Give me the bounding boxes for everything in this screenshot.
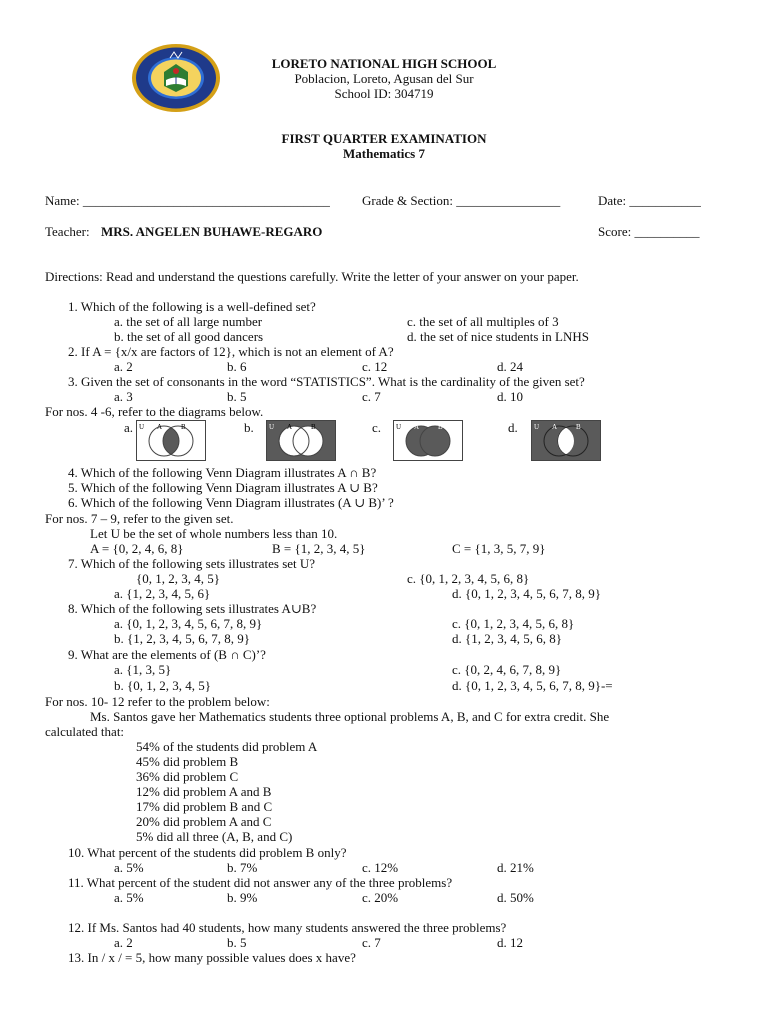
q3-option-c: c. 7 [362,389,381,404]
venn-label-c: c. [372,420,382,435]
question-6: 6. Which of the following Venn Diagram illustrates (A ∪ B)’ ? [68,495,394,510]
question-12: 12. If Ms. Santos had 40 students, how many students answered the three problems? [68,920,507,935]
q1-option-a: a. the set of all large number [114,314,263,329]
problem-text-line-2: calculated that: [45,724,125,739]
q12-option-c: c. 7 [362,935,381,950]
q11-option-b: b. 9% [227,890,258,905]
venn-a-set-b-label: B [181,423,186,431]
q2-option-b: b. 6 [227,359,247,374]
q9-option-d: d. {0, 1, 2, 3, 4, 5, 6, 7, 8, 9}-= [452,678,613,693]
exam-title: FIRST QUARTER EXAMINATION [281,131,487,146]
q7-option-d: d. {0, 1, 2, 3, 4, 5, 6, 7, 8, 9} [452,586,601,601]
q1-option-b: b. the set of all good dancers [114,329,264,344]
q8-option-c: c. {0, 1, 2, 3, 4, 5, 6, 8} [452,616,575,631]
venn-diagram-d [531,420,601,461]
q9-option-b: b. {0, 1, 2, 3, 4, 5} [114,678,211,693]
venn-diagram-b [266,420,336,461]
q11-option-d: d. 50% [497,890,534,905]
name-field: Name: ______________________________________ [45,193,330,208]
set-b: B = {1, 2, 3, 4, 5} [272,541,366,556]
q2-option-c: c. 12 [362,359,388,374]
q3-option-a: a. 3 [114,389,133,404]
school-id: School ID: 304719 [334,86,434,101]
q1-option-c: c. the set of all multiples of 3 [407,314,559,329]
score-field: Score: __________ [598,224,700,239]
venn-d-set-b-label: B [576,423,581,431]
q8-option-a: a. {0, 1, 2, 3, 4, 5, 6, 7, 8, 9} [114,616,263,631]
q10-option-d: d. 21% [497,860,534,875]
q11-option-c: c. 20% [362,890,399,905]
question-11: 11. What percent of the student did not answer any of the three problems? [68,875,453,890]
q12-option-b: b. 5 [227,935,247,950]
q10-option-b: b. 7% [227,860,258,875]
venn-a-u-label: U [139,423,145,431]
set-c: C = {1, 3, 5, 7, 9} [452,541,546,556]
question-8: 8. Which of the following sets illustrates A∪B? [68,601,317,616]
question-5: 5. Which of the following Venn Diagram illustrates A ∪ B? [68,480,378,495]
directions: Directions: Read and understand the questions carefully. Write the letter of your answer on your paper. [45,269,579,284]
question-13: 13. In / x / = 5, how many possible values does x have? [68,950,356,965]
reference-7-9: For nos. 7 – 9, refer to the given set. [45,511,234,526]
venn-diagram-c [393,420,463,461]
q10-option-c: c. 12% [362,860,399,875]
q12-option-a: a. 2 [114,935,133,950]
q3-option-b: b. 5 [227,389,247,404]
question-1: 1. Which of the following is a well-defined set? [68,299,316,314]
venn-d-set-a-label: A [552,423,558,431]
venn-label-a: a. [124,420,134,435]
subject-title: Mathematics 7 [343,146,425,161]
venn-c-set-b-label: B [438,423,443,431]
teacher-name: MRS. ANGELEN BUHAWE-REGARO [101,224,323,239]
venn-label-d: d. [508,420,518,435]
q7-option-c: c. {0, 1, 2, 3, 4, 5, 6, 8} [407,571,530,586]
q1-option-d: d. the set of nice students in LNHS [407,329,589,344]
stat-line: 20% did problem A and C [136,814,272,829]
question-2: 2. If A = {x/x are factors of 12}, which is not an element of A? [68,344,394,359]
q3-option-d: d. 10 [497,389,523,404]
reference-10-12: For nos. 10- 12 refer to the problem below: [45,694,270,709]
stat-line: 45% did problem B [136,754,239,769]
q10-option-a: a. 5% [114,860,144,875]
stat-line: 5% did all three (A, B, and C) [136,829,293,844]
reference-4-6: For nos. 4 -6, refer to the diagrams below. [45,404,264,419]
question-4: 4. Which of the following Venn Diagram illustrates A ∩ B? [68,465,377,480]
question-3: 3. Given the set of consonants in the word “STATISTICS”. What is the cardinality of the given set? [68,374,585,389]
q7-option-b: {0, 1, 2, 3, 4, 5} [136,571,220,586]
date-field: Date: ___________ [598,193,701,208]
q11-option-a: a. 5% [114,890,144,905]
question-7: 7. Which of the following sets illustrates set U? [68,556,316,571]
venn-d-u-label: U [534,423,540,431]
q2-option-d: d. 24 [497,359,523,374]
universal-set-statement: Let U be the set of whole numbers less than 10. [90,526,338,541]
stat-line: 36% did problem C [136,769,239,784]
set-a: A = {0, 2, 4, 6, 8} [90,541,184,556]
venn-label-b: b. [244,420,254,435]
stat-line: 54% of the students did problem A [136,739,318,754]
venn-c-u-label: U [396,423,402,431]
venn-b-set-a-label: A [287,423,293,431]
venn-a-set-a-label: A [157,423,163,431]
venn-b-u-label: U [269,423,275,431]
question-9: 9. What are the elements of (B ∩ C)’? [68,647,266,662]
teacher-label: Teacher: [45,224,90,239]
venn-b-set-b-label: B [311,423,316,431]
q9-option-a: a. {1, 3, 5} [114,662,172,677]
school-name: LORETO NATIONAL HIGH SCHOOL [271,56,497,71]
grade-section-field: Grade & Section: ________________ [362,193,561,208]
problem-text-line-1: Ms. Santos gave her Mathematics students three optional problems A, B, and C for extra credit. She [90,709,610,724]
q8-option-d: d. {1, 2, 3, 4, 5, 6, 8} [452,631,562,646]
question-10: 10. What percent of the students did problem B only? [68,845,347,860]
q9-option-c: c. {0, 2, 4, 6, 7, 8, 9} [452,662,562,677]
venn-c-set-a-label: A [414,423,420,431]
q8-option-b: b. {1, 2, 3, 4, 5, 6, 7, 8, 9} [114,631,250,646]
q7-option-a: a. {1, 2, 3, 4, 5, 6} [114,586,211,601]
stat-line: 12% did problem A and B [136,784,272,799]
school-address: Poblacion, Loreto, Agusan del Sur [294,71,474,86]
venn-diagram-a [136,420,206,461]
stat-line: 17% did problem B and C [136,799,273,814]
q2-option-a: a. 2 [114,359,133,374]
q12-option-d: d. 12 [497,935,523,950]
